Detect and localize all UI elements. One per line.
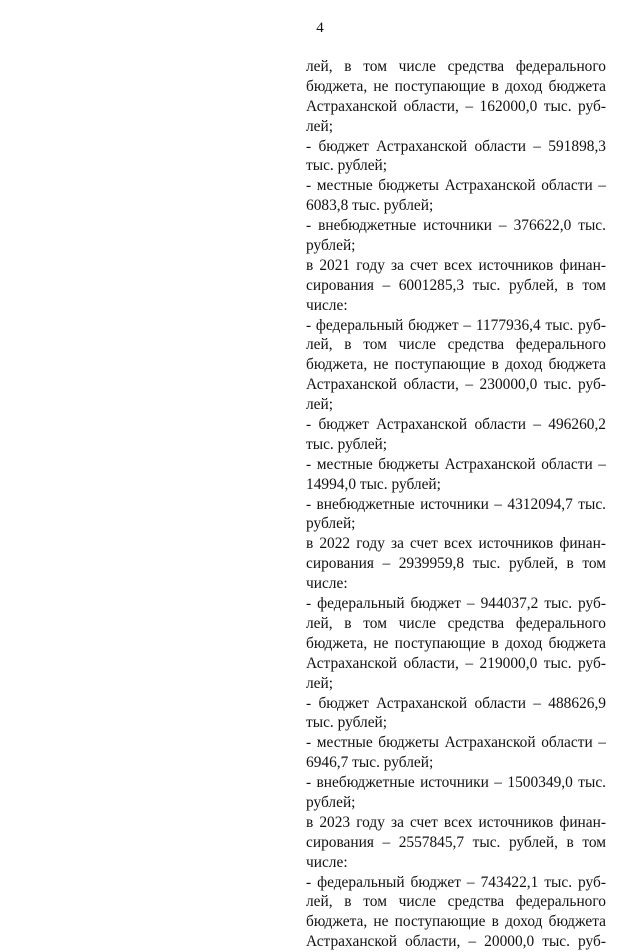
text-line: рублей; <box>306 515 356 533</box>
text-line: в 2021 году за счет всех источников финан- <box>306 256 606 274</box>
text-line: числе: <box>306 296 348 314</box>
text-line: 6083,8 тыс. рублей; <box>306 197 434 215</box>
text-line: бюджета, не поступающие в доход бюджета <box>306 634 606 652</box>
text-line: рублей; <box>306 237 356 255</box>
text-line: Астраханской области, – 219000,0 тыс. руб- <box>306 654 606 672</box>
text-line: лей, в том числе средства федерального <box>306 893 606 911</box>
text-line: Астраханской области, – 20000,0 тыс. руб- <box>306 933 606 951</box>
text-line: в 2022 году за счет всех источников финан- <box>306 535 606 553</box>
text-line: сирования – 6001285,3 тыс. рублей, в том <box>306 276 606 294</box>
text-line: рублей; <box>306 793 356 811</box>
text-line: бюджета, не поступающие в доход бюджета <box>306 77 606 95</box>
text-line: Астраханской области, – 162000,0 тыс. руб- <box>306 97 606 115</box>
text-line: - внебюджетные источники – 1500349,0 тыс. <box>306 774 606 792</box>
text-line: Астраханской области, – 230000,0 тыс. руб- <box>306 376 606 394</box>
text-line: - федеральный бюджет – 944037,2 тыс. руб- <box>306 595 606 613</box>
text-line: бюджета, не поступающие в доход бюджета <box>306 356 606 374</box>
text-line: тыс. рублей; <box>306 157 388 175</box>
text-line: - внебюджетные источники – 4312094,7 тыс. <box>306 495 606 513</box>
text-line: в 2023 году за счет всех источников финан- <box>306 813 606 831</box>
text-line: тыс. рублей; <box>306 714 388 732</box>
text-line: бюджета, не поступающие в доход бюджета <box>306 913 606 931</box>
text-line: тыс. рублей; <box>306 435 388 453</box>
text-line: числе: <box>306 853 348 871</box>
text-line: лей, в том числе средства федерального <box>306 58 606 75</box>
text-line: лей, в том числе средства федерального <box>306 614 606 632</box>
text-line: - федеральный бюджет – 743422,1 тыс. руб- <box>306 873 606 891</box>
text-line: - местные бюджеты Астраханской области – <box>306 455 606 473</box>
text-line: 14994,0 тыс. рублей; <box>306 475 441 493</box>
text-line: - местные бюджеты Астраханской области – <box>306 177 606 195</box>
text-line: лей; <box>306 117 334 135</box>
text-line: сирования – 2939959,8 тыс. рублей, в том <box>306 555 606 573</box>
text-line: сирования – 2557845,7 тыс. рублей, в том <box>306 833 606 851</box>
text-line: лей; <box>306 396 334 414</box>
text-line: - внебюджетные источники – 376622,0 тыс. <box>306 217 606 235</box>
text-line: - бюджет Астраханской области – 591898,3 <box>306 137 606 155</box>
page-number: 4 <box>316 20 324 36</box>
document-text-column <box>306 57 606 952</box>
text-line: - бюджет Астраханской области – 496260,2 <box>306 416 606 434</box>
text-line: лей, в том числе средства федерального <box>306 336 606 354</box>
text-line: 6946,7 тыс. рублей; <box>306 754 434 772</box>
text-line: числе: <box>306 575 348 593</box>
text-line: лей; <box>306 674 334 692</box>
text-line: - бюджет Астраханской области – 488626,9 <box>306 694 606 712</box>
text-line: - местные бюджеты Астраханской области – <box>306 734 606 752</box>
text-line: - федеральный бюджет – 1177936,4 тыс. руб- <box>306 316 606 334</box>
